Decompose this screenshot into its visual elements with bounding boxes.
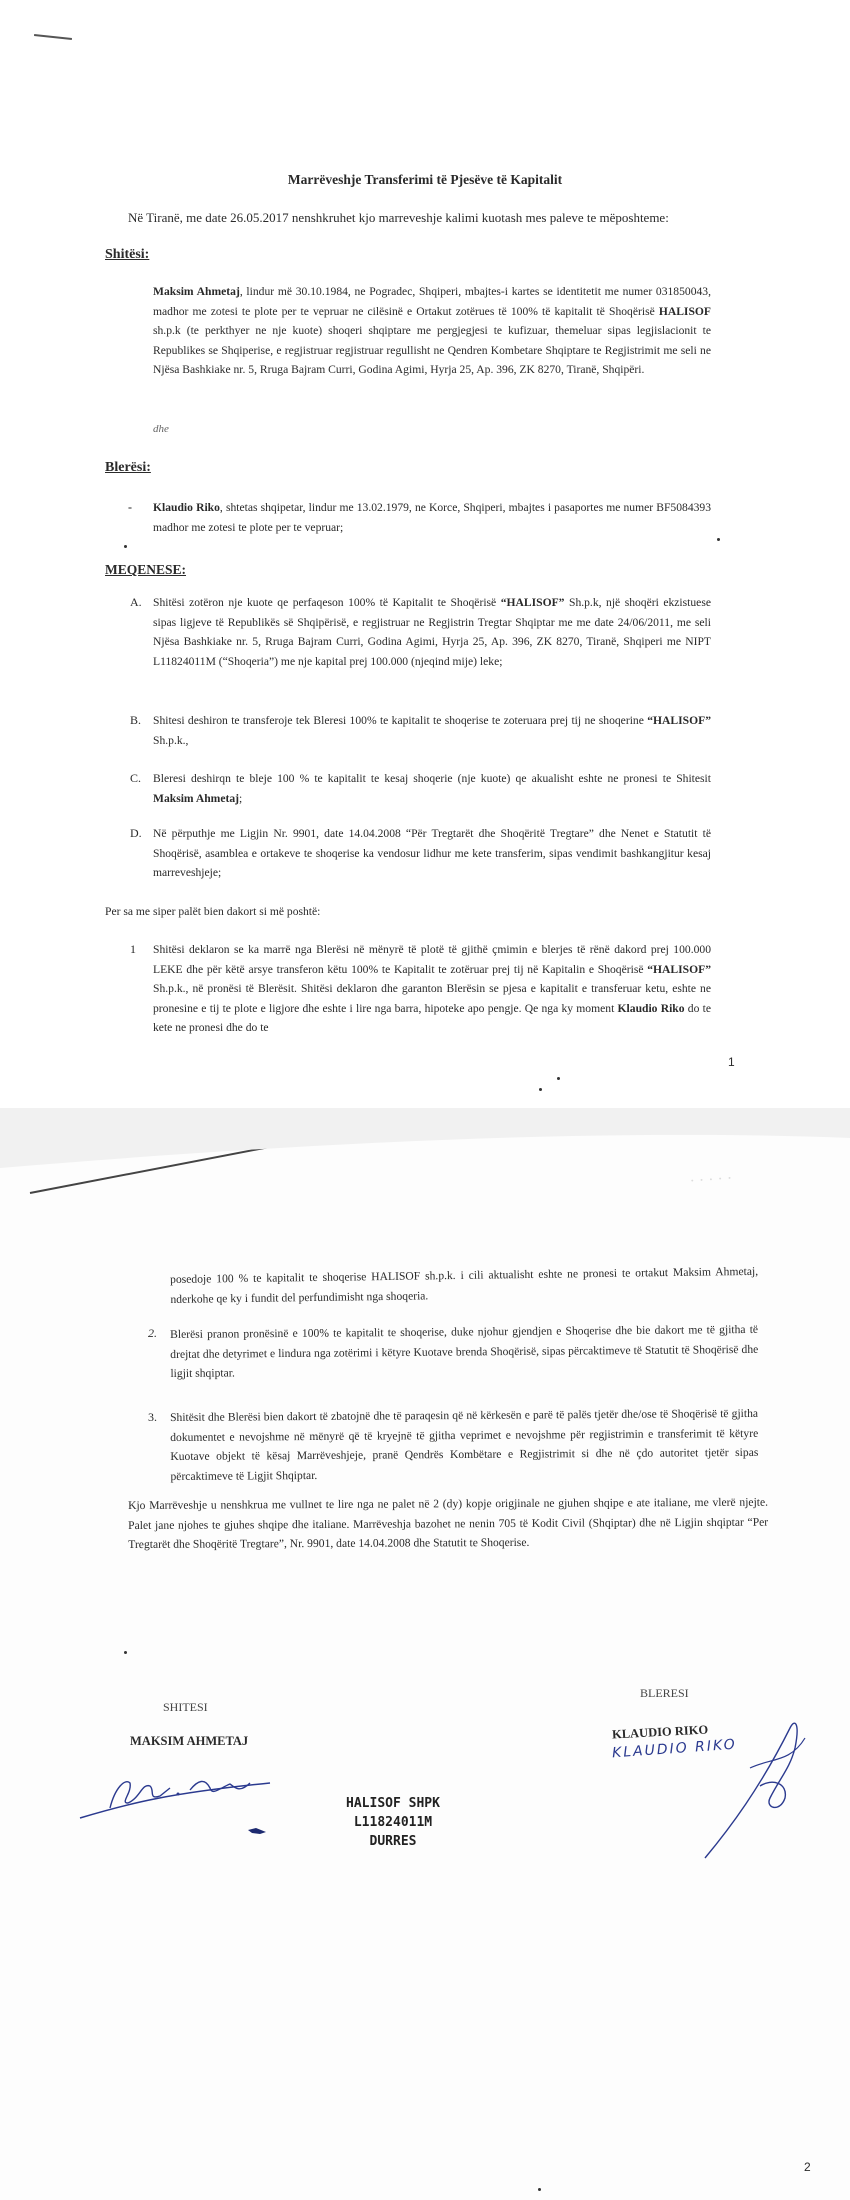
buyer-signature-name: KLAUDIO RIKO [611,1722,709,1742]
page-number: 1 [728,1055,735,1069]
clause-b-text: Shitesi deshiron te transferoje tek Bleresi 100% te kapitalit te shoqerise te zoteruara prej tij ne shoqerine “HALISOF” Sh.p.k., [153,714,711,747]
seller-company: HALISOF [658,304,711,318]
seller-signature-name: MAKSIM AHMETAJ [130,1734,249,1748]
svg-text:· · · · ·: · · · · · [689,1170,733,1190]
clause-letter: D. [130,826,142,840]
seller-signature [70,1758,290,1828]
article-3-text: Shitësit dhe Blerësi bien dakort të zbatojnë dhe të paraqesin që në kërkesën e parë të palës tjetër dhe/ose të Shoqërisë të gjitha dokumentet e nevojshme në mënyrë që të kryejnë të gjitha veprimet e nevojshme për regjistrimin e transferimit të këtyre Kuotave objekt të kësaj Marrëveshjeje, pranë Qendrës Kombëtare e Regjistrimit si dhe në çdo autoritet tjetër sipas përcaktimeve të Ligjit Shqiptar. [170,1406,759,1483]
scan-speck [124,545,127,548]
seller-name: Maksim Ahmetaj [153,285,240,298]
buyer-paragraph: Klaudio Riko, shtetas shqipetar, lindur me 13.02.1979, ne Korce, Shqiperi, mbajtes i pasaportes me numer BF5084393 madhor me zotesi te plote per te vepruar; [153,501,712,534]
agreement-intro: Per sa me siper palët bien dakort si më poshtë: [105,905,321,918]
scan-edge-shadow [0,1108,850,1228]
intro-line: Në Tiranë, me date 26.05.2017 nenshkruhet kjo marreveshje kalimi kuotash mes paleve te mëposhteme: [128,210,669,225]
article-number: 3. [148,1410,157,1424]
company-stamp [318,1794,468,1851]
scan-speck [557,1077,560,1080]
scan-mark [34,34,72,40]
continuation-paragraph: posedoje 100 % te kapitalit te shoqerise HALISOF sh.p.k. i cili aktualisht eshte ne pronesi te ortakut Maksim Ahmetaj, nderkohe qe ky i fundit del perfundimisht nga shoqeria. [170,1264,759,1306]
seller-paragraph: Maksim Ahmetaj, lindur më 30.10.1984, ne Pogradec, Shqiperi, mbajtes-i kartes se identitetit me numer 031850043, madhor me zotesi te plote per te vepruar ne cilësinë e Ortakut zotërues të 100% të kapitalit të Shoqërisë HALISOF sh.p.k (te perkthyer ne nje kuote) shoqeri shqiptare me pergjegjesi te kufizuar, themeluar sipas legjislacionit te Republikes se Shqiperise, e regjistruar regjistruar regullisht ne Qendren Kombetare Shqiptare te Regjistrimit me seli ne Njësa Bashkiake nr. 5, Rruga Bajram Curri, Godina Agimi, Hyrja 25, Ap. 396, ZK 8270, Tiranë, Shqipëri. [153,285,711,377]
clause-letter: B. [130,713,142,727]
closing-paragraph: Kjo Marrëveshje u nenshkrua me vullnet te lire nga ne palet në 2 (dy) kopje origjinale ne gjuhen shqipe e ate italiane, me vlerë njejte. Palet jane njohes te gjuhes shqipe dhe italiane. Marrëveshja bazohet ne nenin 705 të Kodit Civil (Shqiptar) dhe në Ligjin shqiptar “Per Tregtarët dhe Shoqëritë Tregtare”, Nr. 9901, date 14.04.2008 dhe Statutit te Shoqerise. [128,1495,769,1552]
page-number: 2 [804,2160,811,2174]
article-2-text: Blerësi pranon pronësinë e 100% te kapitalit te shoqerise, duke njohur gjendjen e Shoqerise dhe bie dakort me të gjitha të drejtat dhe detyrimet e lindura nga zotërimi i këtyre Kuotave brenda Shoqërisë, sipas përcaktimeve të Statutit të Shoqërisë dhe ligjit shqiptar. [170,1322,759,1381]
stamp-line: DURRES [369,1834,417,1849]
buyer-name: Klaudio Riko [153,501,220,514]
buyer-dash: - [128,500,132,514]
ink-mark [246,1824,276,1838]
buyer-signature-label: BLERESI [640,1686,689,1700]
article-1-text: Shitësi deklaron se ka marrë nga Blerësi në mënyrë të plotë të gjithë çmimin e blerjes të rënë dakord prej 100.000 LEKE dhe për këtë arsye transferon këtu 100% te Kapitalit te zotëruar prej tij në Kapitalin e Shoqërisë “HALISOF” Sh.p.k., në pronësi të Blerësit. Shitësi deklaron dhe garanton Blerësin se pjesa e kapitalit e transferuar ketu, eshte ne pronesine e tij te plote e ligjore dhe eshte i lire nga barra, hipoteke apo pengje. Qe nga ky moment Klaudio Riko do te kete ne pronesi dhe do te [153,943,711,1035]
whereas-label: MEQENESE: [105,562,187,577]
scan-speck [124,1651,127,1654]
stamp-line: HALISOF SHPK [346,1796,440,1811]
article-number: 2. [148,1326,157,1340]
stamp-line: L11824011M [353,1815,433,1830]
and-word: dhe [153,423,169,435]
document-page-2 [0,1108,850,2200]
scan-speck [539,1088,542,1091]
seller-signature-label: SHITESI [163,1700,208,1714]
buyer-signature [700,1708,820,1868]
buyer-handwritten-name: KLAUDIO RIKO [611,1736,738,1762]
clause-letter: C. [130,771,142,785]
scan-speck [538,2188,541,2191]
clause-letter: A. [130,595,142,609]
seller-label: Shitësi: [105,247,150,262]
buyer-label: Blerësi: [105,460,151,475]
document-title: Marrëveshje Transferimi të Pjesëve të Kapitalit [287,172,563,187]
scan-speck [717,538,720,541]
clause-a-text: Shitësi zotëron nje kuote qe perfaqeson 100% të Kapitalit te Shoqërisë “HALISOF” Sh.p.k, një shoqëri ekzistuese sipas ligjeve të Republikës së Shqipërisë, e regjistruar ne Regjistrin Tregtar Shqiptar me me date 24/06/2011, me seli Njësa Bashkiake nr. 5, Rruga Bajram Curri, Godina Agimi, Hyrja 25, Ap. 396, ZK 8270, Tiranë, Shqiperi me NIPT L11824011M (“Shoqeria”) me nje kapital prej 100.000 (njeqind mije) leke; [153,596,711,668]
article-number: 1 [130,942,136,956]
clause-c-text: Bleresi deshirqn te bleje 100 % te kapitalit te kesaj shoqerie (nje kuote) qe akualisht eshte ne pronesi te Shitesit Maksim Ahmetaj; [153,772,711,805]
clause-d-text: Në përputhje me Ligjin Nr. 9901, date 14.04.2008 “Për Tregtarët dhe Shoqëritë Tregtare” dhe Nenet e Statutit të Shoqërisë, asamblea e ortakeve te shoqerise ka vendosur lidhur me kete transferim, sipas vendimit bashkangjitur kesaj marreveshjeje; [153,827,711,880]
